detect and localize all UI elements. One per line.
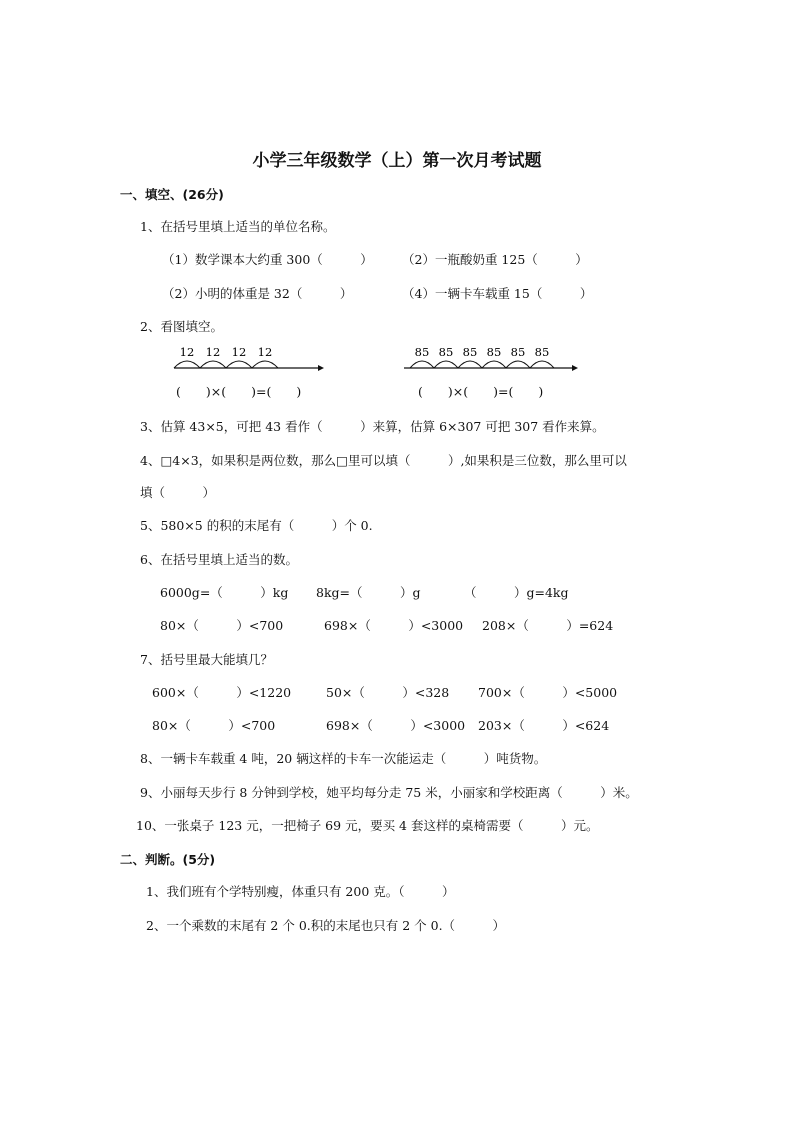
- arrow-icon: [572, 365, 578, 371]
- q6-stem: 6、在括号里填上适当的数。: [140, 552, 298, 567]
- q2-left-equation: ( )×( )=( ): [176, 384, 302, 399]
- jump-arc: [410, 361, 434, 368]
- q7-row1-item-3: 700×（ ）<5000: [478, 685, 618, 700]
- page-title: 小学三年级数学（上）第一次月考试题: [252, 151, 542, 171]
- jump-label: 85: [414, 345, 430, 359]
- jump-label: 12: [257, 345, 273, 359]
- judge-item-1: 1、我们班有个学特别瘦，体重只有 200 克。（ ）: [146, 884, 455, 899]
- q7-row1-item-1: 600×（ ）<1220: [152, 685, 292, 700]
- q7-row2-item-2: 698×（ ）<3000: [326, 718, 466, 733]
- jump-arc: [458, 361, 482, 368]
- jump-label: 85: [510, 345, 526, 359]
- arrow-icon: [318, 365, 324, 371]
- number-line-left: [172, 344, 332, 374]
- q2-stem: 2、看图填空。: [140, 319, 223, 334]
- jump-label: 85: [534, 345, 550, 359]
- q1-item-3: （2）小明的体重是 32（ ）: [162, 286, 353, 301]
- q6-row1-item-1: 6000g=（ ）kg: [160, 585, 289, 600]
- q6-row1-item-2: 8kg=（ ）g: [316, 585, 421, 600]
- q1-item-4: （4）一辆卡车载重 15（ ）: [402, 286, 593, 301]
- q1-stem: 1、在括号里填上适当的单位名称。: [140, 219, 336, 234]
- q8: 8、一辆卡车载重 4 吨，20 辆这样的卡车一次能运走（ ）吨货物。: [140, 751, 547, 766]
- q2-right-equation: ( )×( )=( ): [418, 384, 544, 399]
- jump-label: 85: [438, 345, 454, 359]
- q3: 3、估算 43×5，可把 43 看作（ ）来算，估算 6×307 可把 307 看作来算。: [140, 419, 605, 434]
- q5: 5、580×5 的积的末尾有（ ）个 0.: [140, 518, 373, 533]
- q4-line-2: 填（ ）: [140, 485, 216, 500]
- q7-row1-item-2: 50×（ ）<328: [326, 685, 450, 700]
- section1-heading: 一、填空、(26分): [120, 187, 224, 202]
- section2-heading: 二、判断。(5分): [120, 852, 216, 867]
- q6-row2-item-3: 208×（ ）=624: [482, 618, 614, 633]
- q7-row2-item-3: 203×（ ）<624: [478, 718, 610, 733]
- jump-label: 12: [179, 345, 195, 359]
- jump-label: 12: [231, 345, 247, 359]
- jump-label: 12: [205, 345, 221, 359]
- judge-item-2: 2、一个乘数的末尾有 2 个 0.积的末尾也只有 2 个 0.（ ）: [146, 918, 506, 933]
- jump-arc: [434, 361, 458, 368]
- jump-label: 85: [486, 345, 502, 359]
- q1-item-1: （1）数学课本大约重 300（ ）: [162, 252, 373, 267]
- q1-item-2: （2）一瓶酸奶重 125（ ）: [402, 252, 588, 267]
- number-line-right: [402, 344, 582, 374]
- number-line-left-figure: [172, 344, 332, 374]
- q4-line-1: 4、□4×3，如果积是两位数，那么□里可以填（ ）,如果积是三位数，那么里可以: [140, 453, 627, 468]
- jump-arc: [482, 361, 506, 368]
- q6-row1-item-3: （ ）g=4kg: [464, 585, 569, 600]
- jump-label: 85: [462, 345, 478, 359]
- jump-arc: [252, 361, 278, 368]
- q9: 9、小丽每天步行 8 分钟到学校，她平均每分走 75 米，小丽家和学校距离（ ）米。: [140, 785, 638, 800]
- q7-row2-item-1: 80×（ ）<700: [152, 718, 276, 733]
- jump-arc: [200, 361, 226, 368]
- jump-arc: [226, 361, 252, 368]
- jump-arc: [174, 361, 200, 368]
- number-line-right-figure: [402, 344, 582, 374]
- q7-stem: 7、括号里最大能填几？: [140, 652, 273, 667]
- jump-arc: [506, 361, 530, 368]
- jump-arc: [530, 361, 554, 368]
- q10: 10、一张桌子 123 元，一把椅子 69 元，要买 4 套这样的桌椅需要（ ）元。: [136, 818, 599, 833]
- q6-row2-item-2: 698×（ ）<3000: [324, 618, 464, 633]
- q6-row2-item-1: 80×（ ）<700: [160, 618, 284, 633]
